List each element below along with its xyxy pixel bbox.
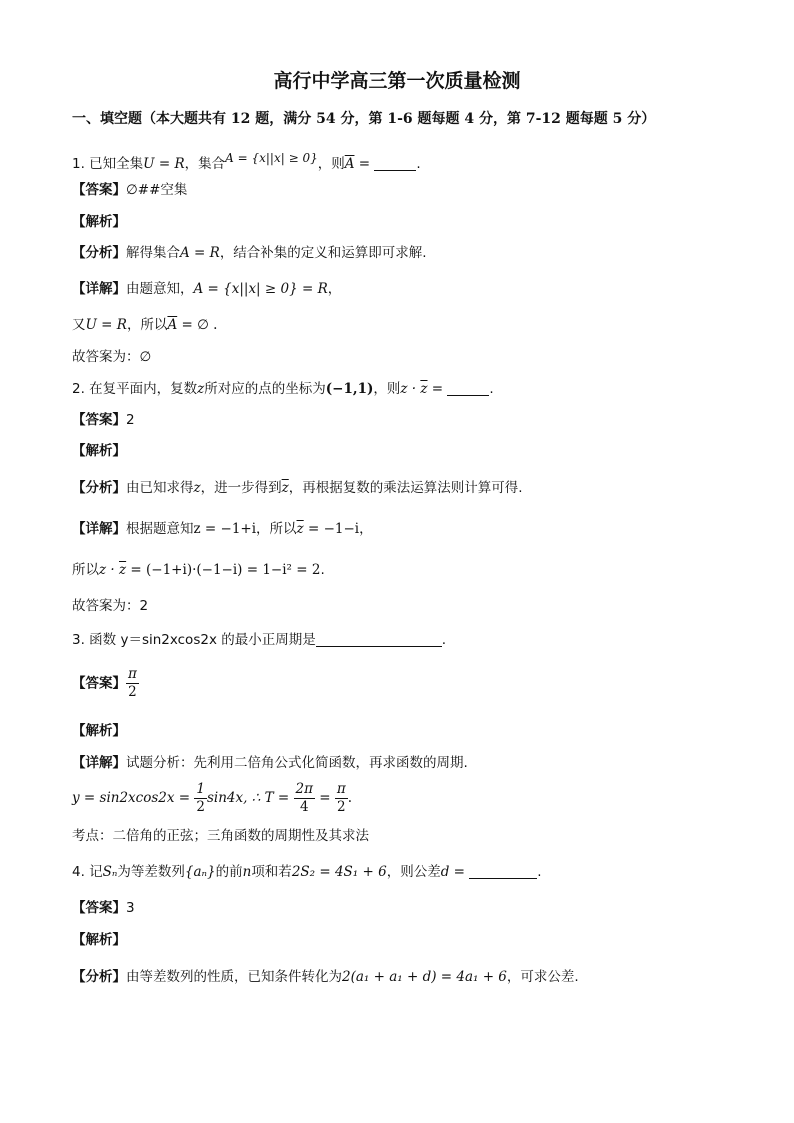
q2-detail: 【详解】根据题意知z = −1+i，所以$\overline{z} = -1-i$， [72, 521, 373, 537]
q1-detail: 【详解】由题意知，A = {x||x| ≥ 0} = R， [72, 281, 342, 297]
q2-analysis-label: 【解析】 [72, 443, 126, 459]
q1-analysis-label: 【解析】 [72, 214, 126, 230]
section-heading: 一、填空题（本大题共有 12 题，满分 54 分，第 1-6 题每题 4 分，第 7-12 题每题 5 分） [72, 111, 656, 127]
answer-blank [374, 156, 416, 171]
q1-final: 故答案为：∅ [72, 349, 152, 365]
q4-stem: 4. 记Sₙ为等差数列{aₙ}的前n项和若2S₂ = 4S₁ + 6，则公差d = . [72, 864, 542, 880]
q4-fenxi: 【分析】由等差数列的性质，已知条件转化为2(a₁ + a₁ + d) = 4a₁ + 6，可求公差. [72, 969, 579, 985]
answer-blank [316, 632, 442, 647]
q3-equation: y = sin2xcos2x = $\frac{1}{2}$ sin4x, ∴ T = $\frac{2\pi}{4}$ = $\frac{\pi}{2}$ . [72, 780, 353, 815]
q3-kaodian: 考点：二倍角的正弦；三角函数的周期性及其求法 [72, 828, 369, 844]
q3-answer: 【答案】 $\frac{\pi}{2}$ [72, 666, 137, 700]
q4-analysis-label: 【解析】 [72, 932, 126, 948]
q3-analysis-label: 【解析】 [72, 723, 126, 739]
q3-detail: 【详解】试题分析：先利用二倍角公式化简函数，再求函数的周期. [72, 755, 468, 771]
q2-so: 所以$z \cdot \overline{z} = (-1+i)\cdot(-1-i) = 1-i^2 = 2$. [72, 562, 325, 578]
q2-answer: 【答案】2 [72, 412, 135, 428]
q1-stem: 1. 已知全集U = R，集合A = {x||x| ≥ 0}，则$\overline{A}$ = . [72, 151, 421, 172]
q2-fenxi: 【分析】由已知求得z，进一步得到$\overline{z}$，再根据复数的乘法运算法则计算可得. [72, 480, 523, 496]
q1-fenxi: 【分析】解得集合A = R，结合补集的定义和运算即可求解. [72, 245, 427, 261]
q2-final: 故答案为：2 [72, 598, 149, 614]
q4-answer: 【答案】3 [72, 900, 135, 916]
q1-answer: 【答案】∅##空集 [72, 182, 188, 198]
page-title: 高行中学高三第一次质量检测 [273, 70, 521, 92]
answer-blank [447, 381, 489, 396]
answer-fraction: $\frac{\pi}{2}$ [128, 666, 137, 700]
q3-stem: 3. 函数 y＝sin2xcos2x 的最小正周期是 . [72, 632, 447, 648]
q2-stem: 2. 在复平面内，复数z所对应的点的坐标为(−1,1)，则$z \cdot \overline{z}$ = . [72, 381, 494, 397]
q1-also: 又U = R，所以$\overline{A}$ = ∅ . [72, 317, 218, 333]
answer-blank [469, 864, 537, 879]
